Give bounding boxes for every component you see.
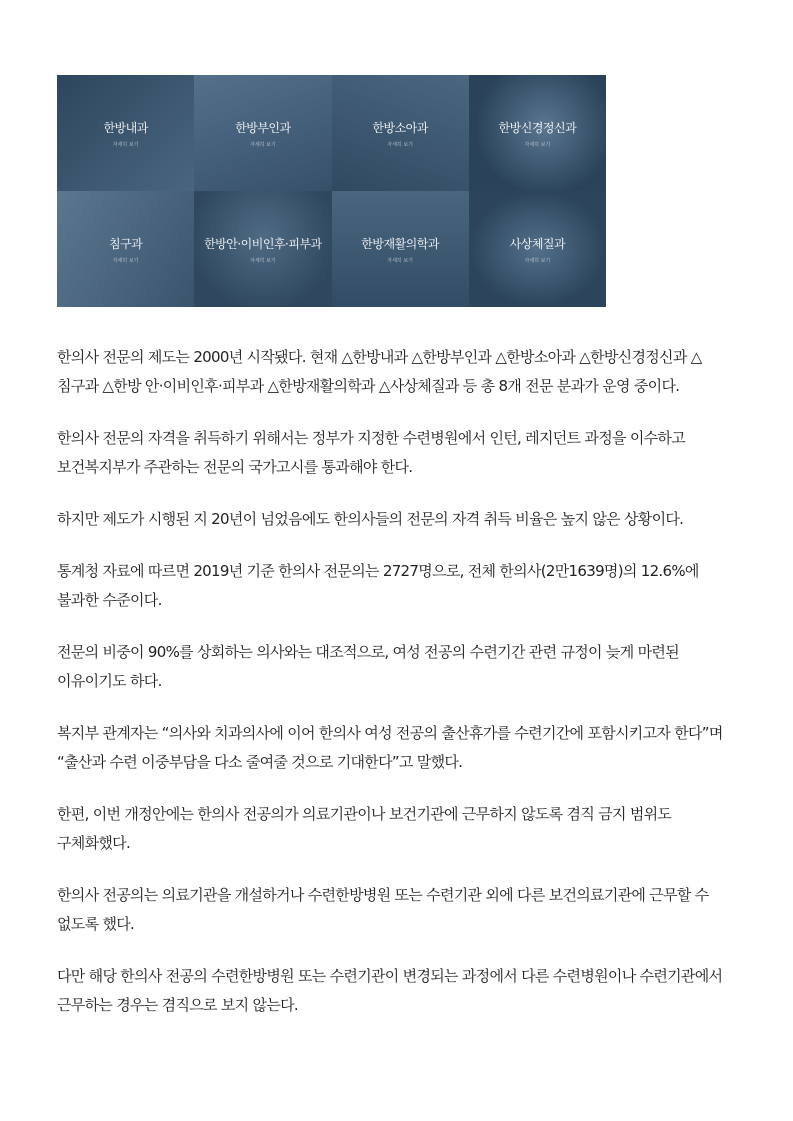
tile-label: 한방신경정신과: [498, 120, 577, 135]
article-paragraph: 한의사 전공의는 의료기관을 개설하거나 수련한방병원 또는 수련기관 외에 다른 보건의료기관에 근무할 수 없도록 했다.: [57, 886, 709, 933]
tile-more-link: 자세히 보기: [112, 141, 139, 148]
tile-gynecology[interactable]: [194, 75, 331, 191]
article-paragraph: 한편, 이번 개정안에는 한의사 전공의가 의료기관이나 보건기관에 근무하지 않도록 겸직 금지 범위도 구체화했다.: [57, 805, 672, 852]
tile-label: 한방내과: [103, 120, 148, 135]
tile-label: 사상체질과: [509, 236, 566, 251]
article-paragraph: 다만 해당 한의사 전공의 수련한방병원 또는 수련기관이 변경되는 과정에서 다른 수련병원이나 수련기관에서 근무하는 경우는 겸직으로 보지 않는다.: [57, 967, 723, 1014]
article-paragraph: 복지부 관계자는 “의사와 치과의사에 이어 한의사 여성 전공의 출산휴가를 수련기간에 포함시키고자 한다”며 “출산과 수련 이중부담을 다소 줄여줄 것으로 기대한다”고 말했다.: [57, 724, 723, 771]
tile-neuropsychiatry[interactable]: [469, 75, 606, 191]
tile-sasang-constitution[interactable]: [469, 191, 606, 307]
tile-label: 한방소아과: [372, 120, 428, 135]
tile-label: 한방부인과: [235, 120, 291, 135]
tile-more-link: 자세히 보기: [387, 141, 413, 148]
tile-more-link: 자세히 보기: [524, 257, 551, 264]
tile-ophthalmology-ent-dermatology[interactable]: [194, 191, 331, 307]
tile-internal-medicine[interactable]: [57, 75, 194, 191]
article-paragraph: 통계청 자료에 따르면 2019년 기준 한의사 전문의는 2727명으로, 전체 한의사(2만1639명)의 12.6%에 불과한 수준이다.: [57, 562, 699, 609]
tile-more-link: 자세히 보기: [112, 257, 139, 264]
tile-more-link: 자세히 보기: [524, 141, 551, 148]
article-paragraph: 한의사 전문의 제도는 2000년 시작됐다. 현재 △한방내과 △한방부인과 △한방소아과 △한방신경정신과 △침구과 △한방 안·이비인후·피부과 △한방재활의학과 △사상체질과 등 총 8개 전문 분과가 운영 중이다.: [57, 348, 702, 395]
article-paragraph: 전문의 비중이 90%를 상회하는 의사와는 대조적으로, 여성 전공의 수련기간 관련 규정이 늦게 마련된 이유이기도 하다.: [57, 643, 679, 690]
tile-label: 침구과: [108, 236, 143, 251]
article-paragraph: 하지만 제도가 시행된 지 20년이 넘었음에도 한의사들의 전문의 자격 취득 비율은 높지 않은 상황이다.: [57, 510, 684, 528]
tile-more-link: 자세히 보기: [250, 141, 276, 148]
tile-more-link: 자세히 보기: [387, 257, 413, 264]
tile-rehabilitation[interactable]: [332, 191, 469, 307]
tile-label: 한방안·이비인후·피부과: [204, 236, 322, 251]
specialty-grid-image: [57, 75, 606, 307]
tile-pediatrics[interactable]: [332, 75, 469, 191]
article: [57, 75, 739, 1043]
tile-label: 한방재활의학과: [361, 236, 439, 251]
tile-acupuncture[interactable]: [57, 191, 194, 307]
tile-more-link: 자세히 보기: [250, 257, 276, 264]
article-paragraph: 한의사 전문의 자격을 취득하기 위해서는 정부가 지정한 수련병원에서 인턴, 레지던트 과정을 이수하고 보건복지부가 주관하는 전문의 국가고시를 통과해야 한다.: [57, 429, 686, 476]
article-body: [57, 343, 739, 1020]
